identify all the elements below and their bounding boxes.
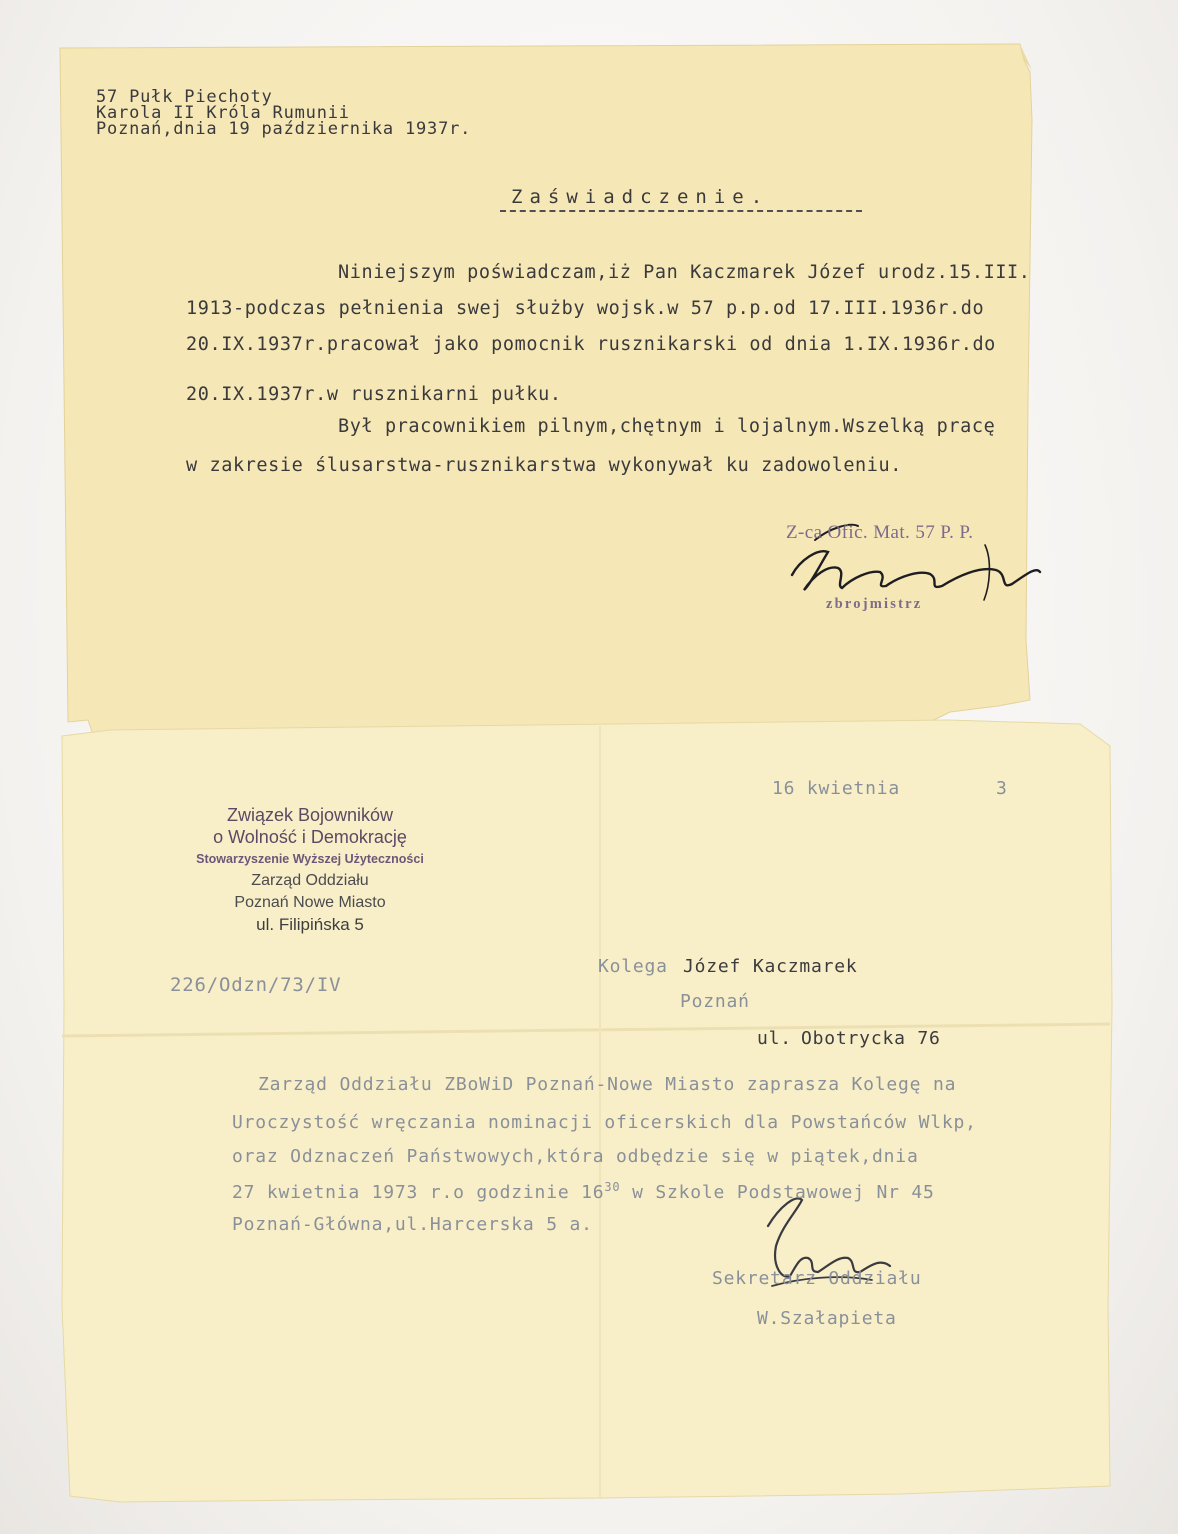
recipient-street-prefix: ul. bbox=[757, 1028, 792, 1049]
event-venue: w Szkole Podstawowej Nr 45 bbox=[620, 1182, 935, 1203]
recipient-name: Józef Kaczmarek bbox=[683, 956, 858, 977]
body-line-5: Był pracownikiem pilnym,chętnym i lojalnym.Wszelką pracę bbox=[338, 416, 996, 437]
certificate-document bbox=[0, 0, 1178, 760]
invitation-body-line-2: Uroczystość wręczania nominacji oficerskich dla Powstańców Wlkp, bbox=[232, 1112, 977, 1133]
recipient-city: Poznań bbox=[680, 991, 750, 1012]
organization-stamp bbox=[160, 804, 460, 936]
recipient-salutation: Kolega bbox=[598, 956, 668, 977]
recipient-street: Obotrycka 76 bbox=[801, 1028, 941, 1049]
invitation-body-line-5: Poznań-Główna,ul.Harcerska 5 a. bbox=[232, 1214, 593, 1235]
body-line-6: w zakresie ślusarstwa-rusznikarstwa wykonywał ku zadowoleniu. bbox=[186, 455, 903, 476]
officer-stamp: Z-ca Ofic. Mat. 57 P. P. bbox=[786, 522, 974, 543]
stamp-line-board: Zarząd Oddziału bbox=[251, 872, 369, 889]
body-line-2: 1913-podczas pełnienia swej służby wojsk.w 57 p.p.od 17.III.1936r.do bbox=[186, 298, 985, 319]
invitation-document bbox=[0, 706, 1178, 1534]
stamp-line-address: ul. Filipińska 5 bbox=[256, 915, 364, 934]
certificate-title: Zaświadczenie. bbox=[511, 186, 770, 208]
header-place-date: Poznań,dnia 19 października 1937r. bbox=[96, 119, 472, 139]
header-patron: Karola II Króla Rumunii bbox=[96, 103, 350, 123]
stamp-line-organization: Związek Bojowników bbox=[226, 805, 394, 825]
stamp-line-status: Stowarzyszenie Wyższej Użyteczności bbox=[196, 852, 424, 866]
body-line-1: Niniejszym poświadczam,iż Pan Kaczmarek Józef urodz.15.III. bbox=[338, 262, 1031, 283]
signatory-title: Sekretarz Oddziału bbox=[712, 1268, 922, 1289]
invitation-body-line-1: Zarząd Oddziału ZBoWiD Poznań-Nowe Miasto zaprasza Kolegę na bbox=[258, 1074, 957, 1095]
officer-role-stamp: zbrojmistrz bbox=[826, 596, 923, 612]
event-minutes: 30 bbox=[604, 1180, 621, 1194]
event-date-time: 27 kwietnia 1973 r.o godzinie 16 bbox=[232, 1182, 605, 1203]
invitation-date-year: 3 bbox=[996, 778, 1008, 799]
header-regiment: 57 Pułk Piechoty bbox=[96, 87, 273, 107]
invitation-body-line-3: oraz Odznaczeń Państwowych,która odbędzie się w piątek,dnia bbox=[232, 1146, 919, 1167]
body-line-4: 20.IX.1937r.w rusznikarni pułku. bbox=[186, 384, 562, 405]
reference-number: 226/Odzn/73/IV bbox=[170, 974, 342, 996]
stamp-line-district: Poznań Nowe Miasto bbox=[234, 894, 386, 911]
stamp-line-motto: o Wolność i Demokrację bbox=[213, 827, 407, 847]
title-underline bbox=[500, 210, 862, 212]
body-line-3: 20.IX.1937r.pracował jako pomocnik rusznikarski od dnia 1.IX.1936r.do bbox=[186, 334, 996, 355]
invitation-date: 16 kwietnia bbox=[772, 778, 901, 799]
signatory-name: W.Szałapieta bbox=[757, 1308, 897, 1329]
invitation-body-line-4 bbox=[232, 1180, 935, 1203]
